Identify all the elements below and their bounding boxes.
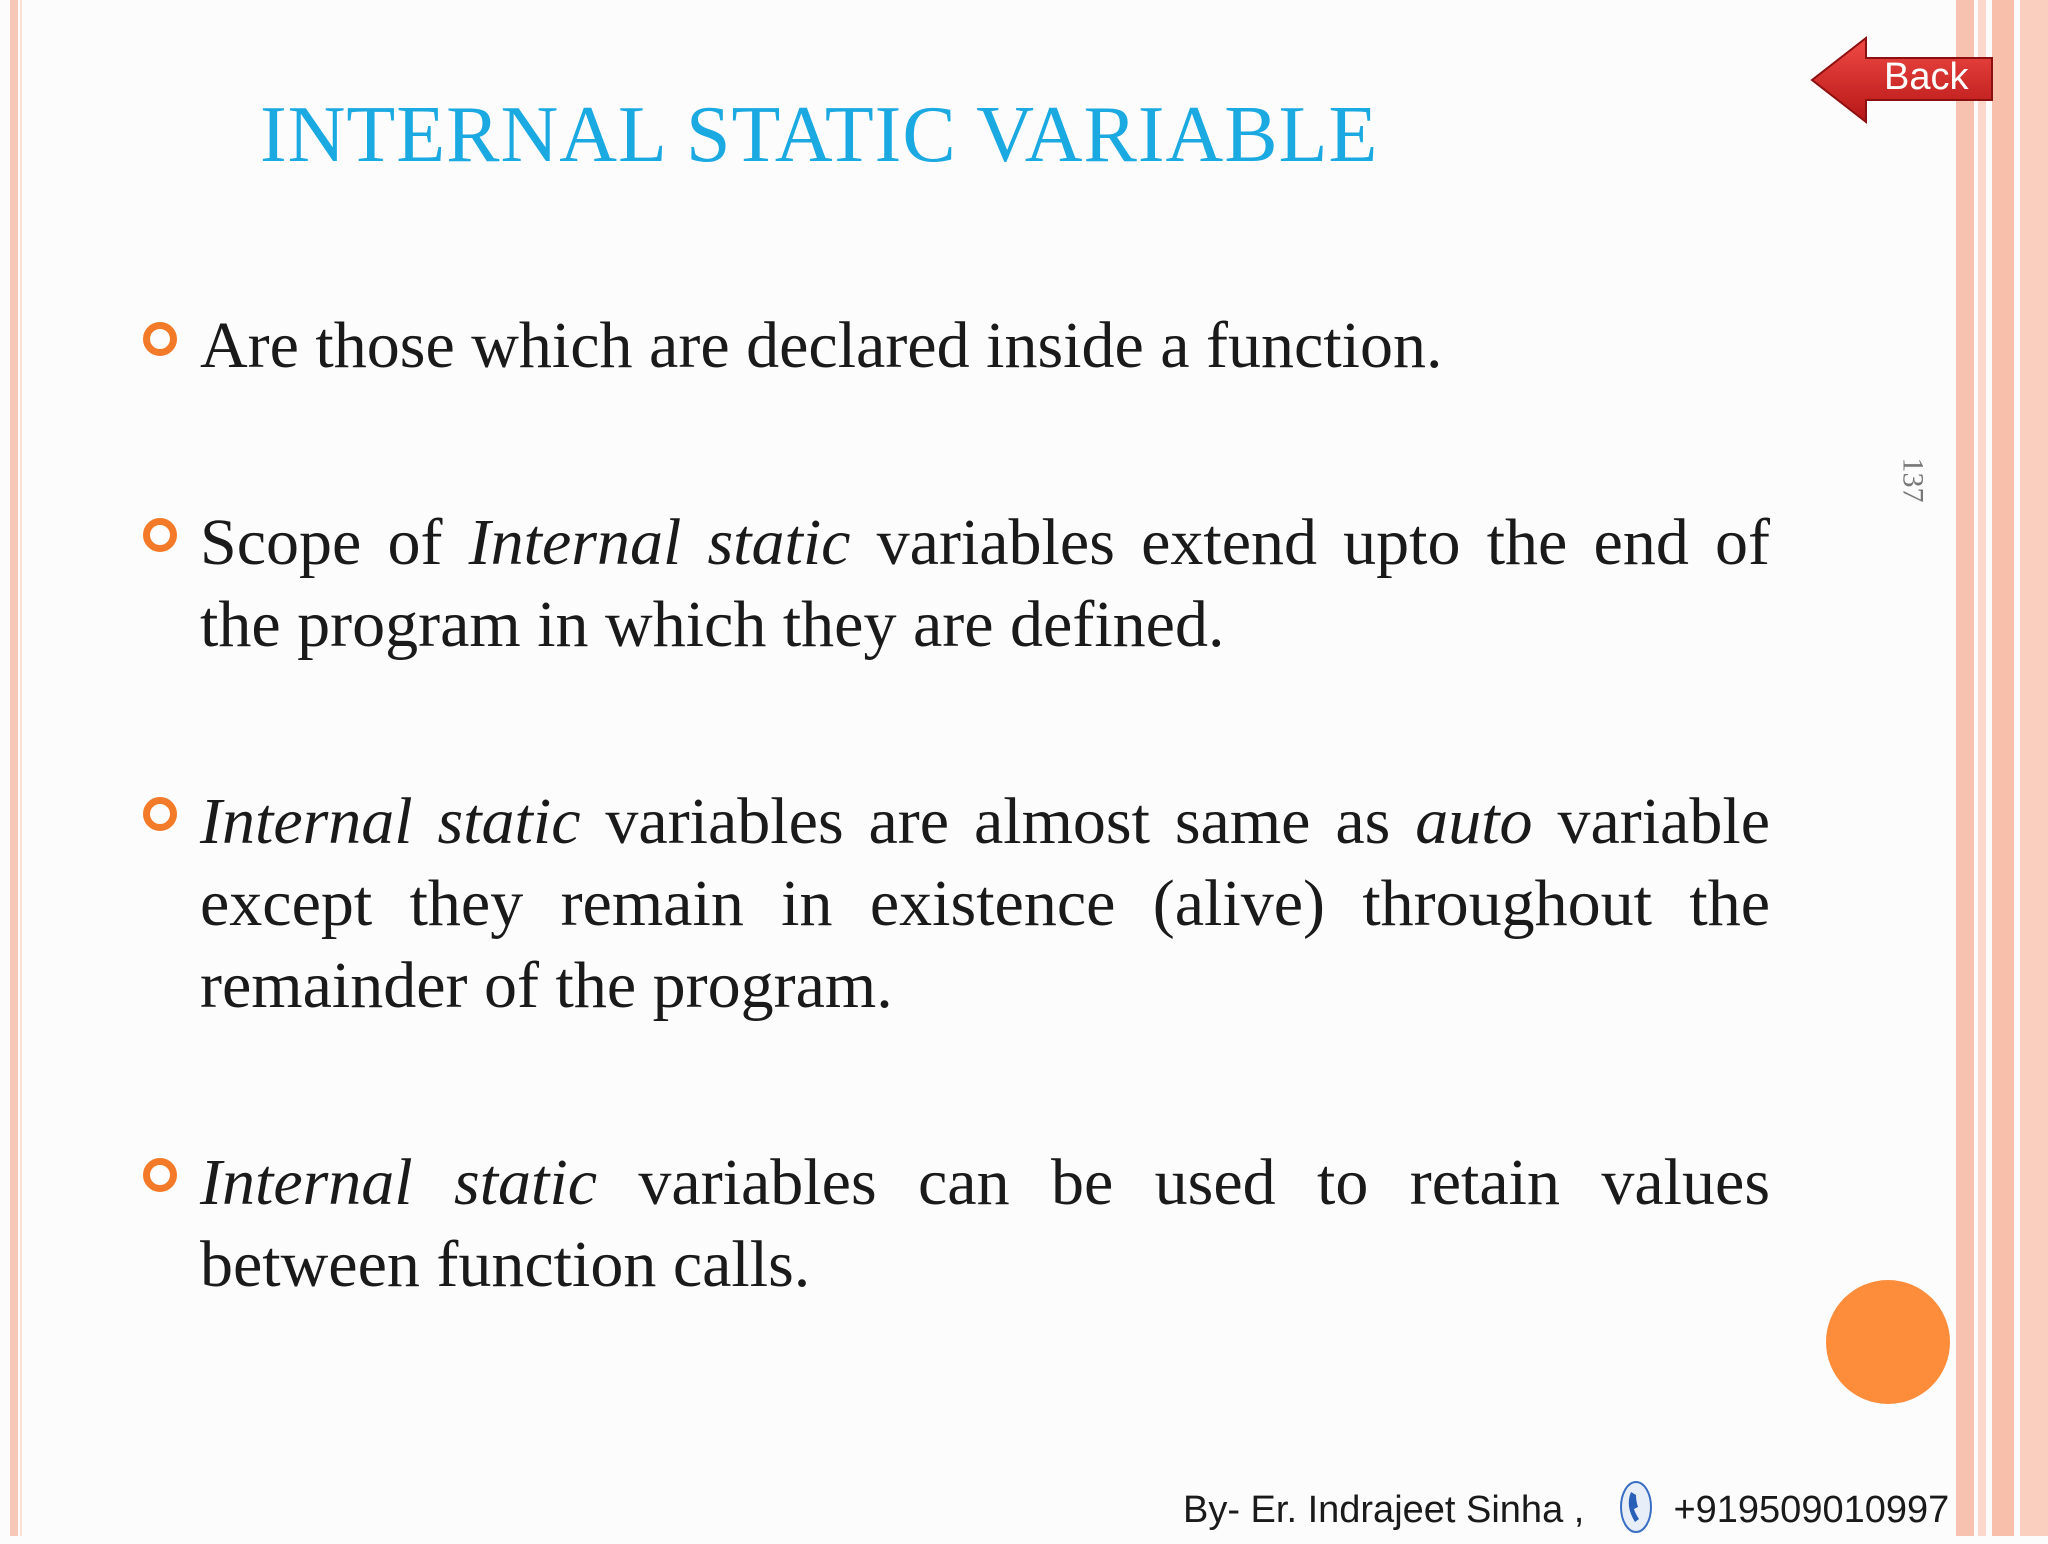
back-button-label: Back: [1884, 56, 1969, 98]
bullet-icon: [143, 322, 177, 356]
back-button[interactable]: [1808, 36, 1996, 126]
bullet-text-run: variables extend upto the end of the program in which they are defined.: [200, 506, 1770, 661]
bullet-text: [200, 305, 1770, 387]
bullet-text-run: Scope of: [200, 506, 469, 579]
left-border-stripe-inner: [20, 0, 22, 1536]
bullet-text-italic: Internal static: [200, 1146, 598, 1219]
footer-phone: +919509010997: [1673, 1489, 1950, 1532]
bullet-icon: [143, 518, 177, 552]
bullet-icon: [143, 1158, 177, 1192]
footer-author: By- Er. Indrajeet Sinha ,: [1183, 1489, 1585, 1532]
bullet-text: [200, 1142, 1770, 1306]
bullet-item: [200, 781, 1770, 1027]
bullet-text-italic: Internal static: [200, 785, 581, 858]
bullet-text: [200, 781, 1770, 1027]
right-border-stripes: [1948, 0, 2048, 1536]
bullet-item: [200, 305, 1770, 387]
left-border-stripe: [10, 0, 18, 1536]
footer: [1183, 1480, 1949, 1544]
bullet-icon: [143, 797, 177, 831]
bullet-text-italic: Internal static: [468, 506, 851, 579]
phone-icon: [1619, 1480, 1653, 1544]
bullet-item: [200, 1142, 1770, 1306]
bullet-text: [200, 502, 1770, 666]
bullet-text-run: variables can be used to retain values between function calls.: [200, 1146, 1771, 1301]
page-number: 137: [1896, 457, 1930, 503]
bullet-text-run: variable except they remain in existence (alive) throughout the remainder of the program.: [200, 785, 1770, 1022]
bullet-text-run: variables are almost same as: [580, 785, 1416, 858]
bullet-item: [200, 502, 1770, 666]
decorative-orange-circle: [1826, 1280, 1950, 1404]
bullet-text-run: Are those which are declared inside a function.: [200, 309, 1443, 382]
bullet-text-italic: auto: [1415, 785, 1533, 858]
slide-title: INTERNAL STATIC VARIABLE: [260, 91, 1379, 179]
